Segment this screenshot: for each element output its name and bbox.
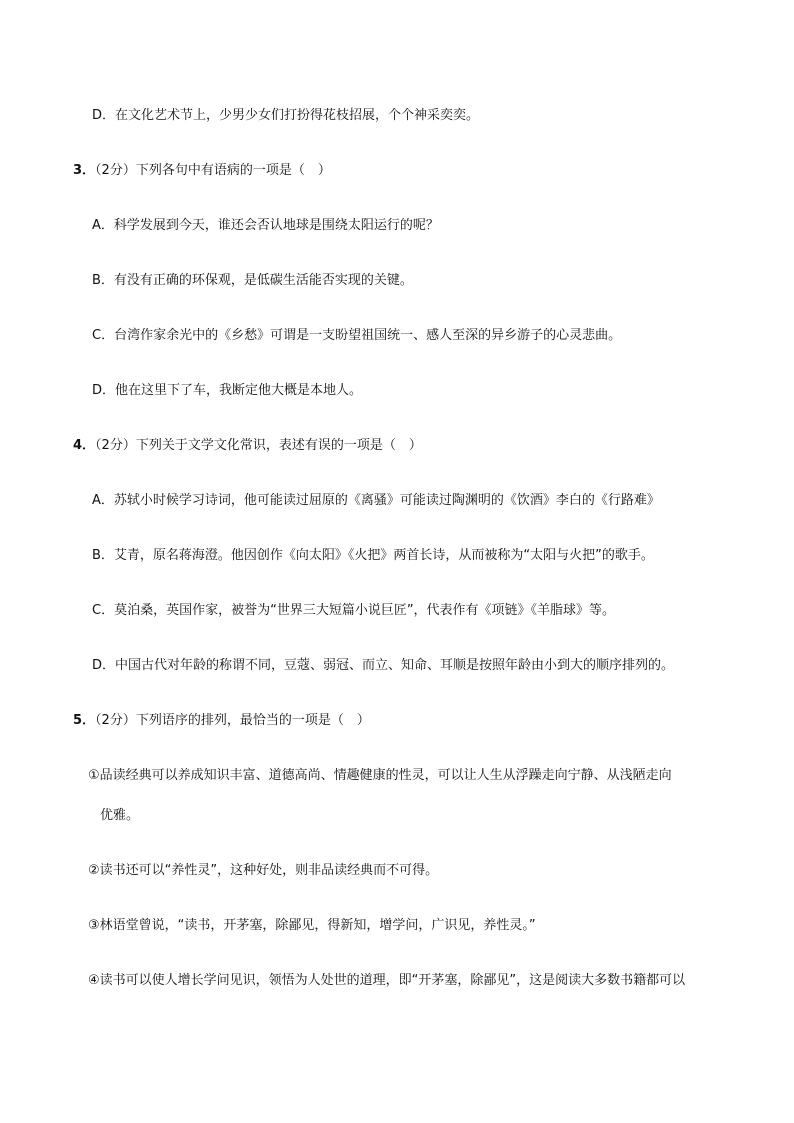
option-text: 在文化艺术节上，少男少女们打扮得花枝招展，个个神采奕奕。	[115, 108, 480, 123]
option-label: B．	[92, 548, 114, 563]
option-text: 艾青，原名蒋海澄。他因创作《向太阳》《火把》两首长诗，从而被称为“太阳与火把”的歌手。	[113, 548, 654, 563]
question-text: （2分）下列关于文学文化常识，表述有误的一项是（ ）	[95, 438, 422, 453]
option-text: 科学发展到今天，谁还会否认地球是围绕太阳运行的呢？	[113, 218, 439, 233]
sentence-2	[88, 863, 438, 879]
option-text: 台湾作家余光中的《乡愁》可谓是一支盼望祖国统一、感人至深的异乡游子的心灵悲曲。	[114, 328, 622, 343]
option-text: 他在这里下了车，我断定他大概是本地人。	[115, 383, 363, 398]
option-label: C．	[92, 328, 115, 343]
option-d-q4	[92, 658, 674, 674]
option-text: 苏轼小时候学习诗词，他可能读过屈原的《离骚》可能读过陶渊明的《饮酒》李白的《行路难》	[113, 493, 660, 508]
sentence-text: 优雅。	[100, 808, 140, 823]
question-number: 3．	[73, 163, 96, 178]
option-a-q4	[92, 493, 660, 509]
sentence-text: ①品读经典可以养成知识丰富、道德高尚、情趣健康的性灵，可以让人生从浮躁走向宁静、从浅陋走向	[88, 768, 672, 783]
option-text: 中国古代对年龄的称谓不同，豆蔻、弱冠、而立、知命、耳顺是按照年龄由小到大的顺序排列的。	[115, 658, 675, 673]
question-text: （2分）下列语序的排列，最恰当的一项是（ ）	[95, 713, 370, 728]
sentence-4	[88, 973, 685, 989]
sentence-text: ④读书可以使人增长学问见识，领悟为人处世的道理，即“开茅塞，除鄙见”，这是阅读大多数书籍都可以	[88, 973, 686, 988]
option-d-q3	[92, 383, 362, 399]
option-c-q3	[92, 328, 621, 344]
option-label: A．	[92, 218, 114, 233]
question-number: 4．	[73, 438, 96, 453]
question-5-stem	[73, 713, 370, 729]
sentence-text: ③林语堂曾说，“读书，开茅塞，除鄙见，得新知，增学问，广识见，养性灵。”	[88, 918, 536, 933]
option-text: 莫泊桑，英国作家，被誉为“世界三大短篇小说巨匠”，代表作有《项链》《羊脂球》等。	[114, 603, 616, 618]
option-d-q2	[92, 108, 479, 124]
sentence-3	[88, 918, 536, 934]
option-c-q4	[92, 603, 615, 619]
question-number: 5．	[73, 713, 96, 728]
sentence-1	[88, 768, 672, 784]
question-3-stem	[73, 163, 331, 179]
option-label: C．	[92, 603, 115, 618]
option-a-q3	[92, 218, 439, 234]
question-text: （2分）下列各句中有语病的一项是（ ）	[95, 163, 331, 178]
option-label: D．	[92, 383, 116, 398]
question-4-stem	[73, 438, 422, 454]
option-b-q3	[92, 273, 413, 289]
option-label: D．	[92, 108, 116, 123]
sentence-text: ②读书还可以“养性灵”，这种好处，则非品读经典而不可得。	[88, 863, 439, 878]
option-label: D．	[92, 658, 116, 673]
sentence-1-continued	[100, 808, 139, 824]
option-text: 有没有正确的环保观，是低碳生活能否实现的关键。	[113, 273, 413, 288]
option-b-q4	[92, 548, 654, 564]
option-label: A．	[92, 493, 114, 508]
option-label: B．	[92, 273, 114, 288]
